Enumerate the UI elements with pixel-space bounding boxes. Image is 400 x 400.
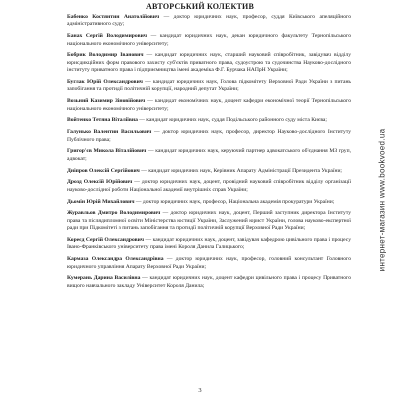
author-entry bbox=[67, 199, 351, 206]
author-description: — кандидат юридичних наук, доцент, завідувач кафедрою цивільного права і процесу Івано-Франківського університету права імені Короля Данила Галицького; bbox=[67, 237, 351, 251]
author-name: Кореєд Сергій Олександрович bbox=[67, 237, 145, 244]
author-description: — кандидат економічних наук, доцент кафедри економічної теорії Тернопільського національного економічного університету; bbox=[67, 98, 351, 112]
author-list bbox=[67, 14, 351, 295]
author-entry bbox=[67, 79, 351, 94]
author-description: — кандидат юридичних наук, суддя Подільського районного суду міста Києва; bbox=[137, 117, 327, 124]
author-entry bbox=[67, 98, 351, 113]
author-description: — кандидат юридичних наук, декан юридичного факультету Тернопільського національного економічного університету; bbox=[67, 33, 352, 47]
author-name: Банах Сергій Володимирович bbox=[67, 33, 147, 40]
author-description: — кандидат юридичних наук, Голова підкомітету Верховної Ради України з питань запобігання та протидії політичній корупції, народний депутат України; bbox=[67, 79, 351, 93]
author-name: Кармаза Олександра Олександрівна bbox=[67, 256, 164, 263]
author-entry bbox=[67, 256, 351, 271]
author-description: — доктор юридичних наук, професор, Національна академія прокуратури України; bbox=[134, 198, 335, 205]
watermark-text: интернет-магазин www.bookvoed.ua bbox=[377, 128, 387, 272]
author-description: — доктор юридичних наук, професор, директор Науково-дослідного Інституту Публічного права; bbox=[67, 129, 351, 143]
author-entry bbox=[67, 129, 351, 144]
author-name: Дніпров Олексій Сергійович bbox=[67, 167, 140, 174]
author-entry bbox=[67, 210, 351, 232]
author-entry bbox=[67, 33, 351, 48]
author-entry bbox=[67, 237, 351, 252]
author-description: — кандидат юридичних наук, Керівник Апарату Адміністрації Президента України; bbox=[139, 167, 342, 174]
author-entry bbox=[67, 275, 351, 290]
author-description: — кандидат юридичних наук, доцент кафедри цивільного права і процесу Приватного вищого навчального закладу Університет Короля Данила; bbox=[67, 275, 351, 289]
author-description: — кандидат юридичних наук, керуючий партнер адвокатського об'єднання МЗ груп, адвокат; bbox=[67, 148, 351, 162]
author-entry bbox=[67, 52, 351, 74]
author-name: Бобрик Володимир Іванович bbox=[67, 52, 144, 59]
author-name: Бабенко Костянтин Анатолійович bbox=[67, 14, 160, 20]
author-name: Дьомін Юрій Михайлович bbox=[67, 198, 135, 205]
author-name: Возьний Казимир Зіновійович bbox=[67, 98, 146, 105]
author-name: Буглак Юрій Олександрович bbox=[67, 79, 143, 86]
page-title: АВТОРСЬКИЙ КОЛЕКТИВ bbox=[146, 2, 254, 11]
author-description: — доктор юридичних наук, доцент, провідний науковий співробітник відділу організації науково-дослідної роботи Національної академії внутрішніх справ України; bbox=[67, 179, 352, 193]
author-description: — доктор юридичних наук, доцент, Перший заступник директора Інституту права та післядипломної освіти Міністерства юстиції України, Заслужений юрист України, голова науково-експертної ради при Підкомітеті з питань запобігання та протидії політичній корупції Верховної Ради України; bbox=[67, 210, 351, 232]
author-name: Журавльов Дмитро Володимирович bbox=[67, 210, 161, 217]
page-number: 3 bbox=[198, 387, 202, 394]
author-entry bbox=[67, 179, 351, 194]
author-entry bbox=[67, 168, 351, 175]
author-description: — доктор юридичних наук, професор, головний консультант Головного юридичного управління Апарату Верховної Ради України; bbox=[67, 256, 352, 270]
author-name: Григор'єв Микола Віталійович bbox=[67, 148, 147, 155]
author-name: Галунько Валентин Васильович bbox=[67, 129, 152, 136]
author-entry bbox=[67, 14, 351, 29]
author-entry bbox=[67, 117, 351, 124]
author-name: Кумерань Дарина Василівна bbox=[67, 275, 141, 282]
author-entry bbox=[67, 148, 351, 163]
author-description: — кандидат юридичних наук, старший науковий співробітник, завідувач відділу юрисдикційних форм правового захисту суб'єктів приватного права, судоустрою та судочинства Науково-дослідного інституту приватного права і підприємництва імені академіка Ф.Г. Бурчака НАПрН України; bbox=[67, 52, 351, 74]
author-name: Войтенко Тетяна Віталіївна bbox=[67, 117, 138, 124]
author-description: — доктор юридичних наук, професор, суддя Київського апеляційного адміністративного суду; bbox=[67, 14, 352, 28]
author-name: Дрозд Олексій Юрійович bbox=[67, 179, 133, 186]
